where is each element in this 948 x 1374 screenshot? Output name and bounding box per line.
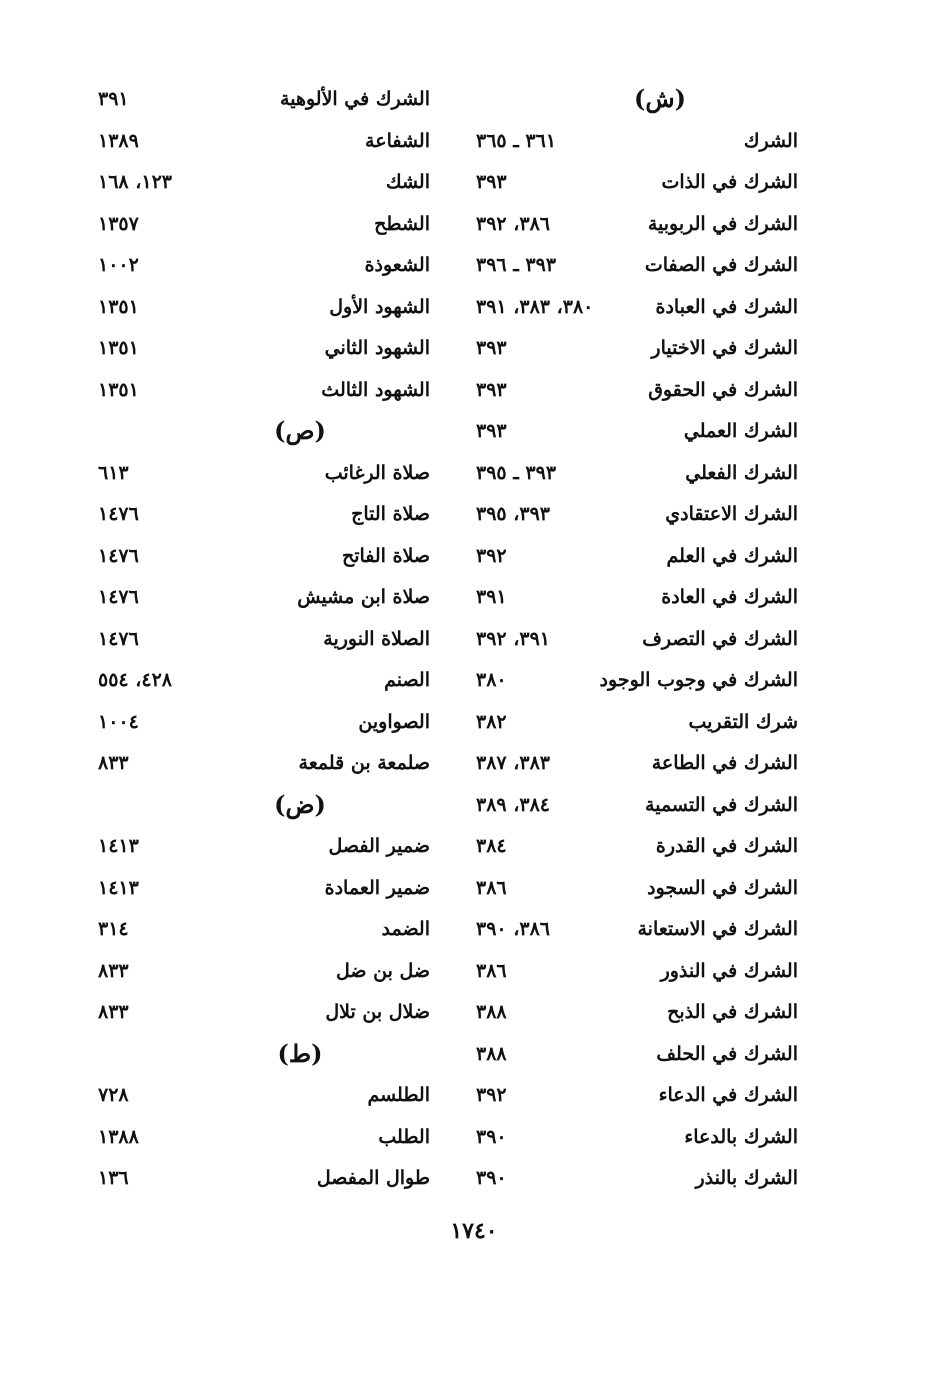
index-entry — [470, 829, 810, 871]
index-entry — [90, 705, 440, 747]
entry-term: الشرك في العلم — [666, 544, 798, 567]
index-entry — [90, 912, 440, 954]
entry-page-refs: ٣٩٣ — [476, 420, 507, 442]
index-entry — [470, 1161, 810, 1203]
entry-term: الشرك في النذور — [660, 959, 798, 982]
entry-term: الشهود الأول — [329, 295, 430, 318]
entry-term: الشرك في الحلف — [656, 1042, 798, 1065]
entry-term: الشرك في العادة — [661, 586, 798, 608]
entry-term: الضمد — [381, 918, 430, 940]
index-entry — [470, 373, 810, 415]
section-letter-header — [470, 82, 810, 124]
index-entry — [90, 829, 440, 871]
entry-page-refs: ١٢٣، ١٦٨ — [98, 171, 172, 193]
index-entry — [90, 373, 440, 415]
index-entry — [470, 1078, 810, 1120]
index-entry — [470, 954, 810, 996]
entry-page-refs: ٣٨٨ — [476, 1042, 507, 1065]
entry-page-refs: ٣٩١ — [98, 88, 129, 110]
entry-page-refs: ٣٨٢ — [476, 710, 507, 733]
index-entry — [470, 456, 810, 498]
index-entry — [90, 663, 440, 705]
entry-term: الشهود الثالث — [321, 378, 430, 401]
entry-page-refs: ١٣٨٩ — [98, 129, 139, 152]
entry-page-refs: ١٤١٣ — [98, 835, 139, 857]
index-entry — [470, 331, 810, 373]
entry-term: الشرك — [743, 129, 798, 152]
section-letter: (ض) — [274, 789, 326, 819]
index-entry — [90, 82, 440, 124]
entry-page-refs: ١٤٧٦ — [98, 586, 139, 608]
entry-term: صلاة التاج — [351, 503, 430, 525]
entry-term: الشرك في الطاعة — [651, 752, 798, 774]
entry-page-refs: ٣١٤ — [98, 918, 129, 940]
entry-term: شرك التقريب — [688, 710, 798, 733]
entry-page-refs: ١٣٥١ — [98, 295, 139, 318]
entry-term: الشرك في الاختيار — [651, 337, 798, 359]
entry-page-refs: ٣٦١ ـ ٣٦٥ — [476, 129, 557, 152]
entry-page-refs: ٨٣٣ — [98, 752, 129, 774]
entry-term: الشرك في الحقوق — [648, 378, 798, 401]
entry-term: الشرك في العبادة — [655, 295, 798, 318]
entry-page-refs: ١٣٦ — [98, 1167, 129, 1189]
entry-page-refs: ٣٩٣ — [476, 337, 507, 359]
section-letter-header — [90, 1037, 440, 1079]
index-entry — [470, 414, 810, 456]
index-entry — [90, 1078, 440, 1120]
entry-term: الشرك الفعلي — [685, 461, 798, 484]
index-entry — [90, 871, 440, 913]
entry-term: الشرك بالنذر — [695, 1167, 798, 1189]
entry-term: الشعوذة — [364, 254, 430, 276]
entry-page-refs: ١٣٥١ — [98, 378, 139, 401]
index-entry — [90, 290, 440, 332]
index-entry — [470, 622, 810, 664]
entry-page-refs: ٣٩٠ — [476, 1125, 507, 1148]
entry-page-refs: ١٣٥٧ — [98, 212, 139, 235]
index-entry — [90, 207, 440, 249]
entry-term: الطلب — [378, 1125, 430, 1148]
entry-page-refs: ٣٩٣، ٣٩٥ — [476, 503, 550, 525]
entry-term: الصواوين — [358, 710, 430, 733]
index-entry — [90, 331, 440, 373]
index-entry — [90, 995, 440, 1037]
index-entry — [470, 871, 810, 913]
index-entry — [470, 290, 810, 332]
entry-page-refs: ٣٨٦ — [476, 959, 507, 982]
entry-term: الشهود الثاني — [324, 337, 430, 359]
entry-page-refs: ٣٩٢ — [476, 544, 507, 567]
index-entry — [470, 995, 810, 1037]
index-entry — [90, 165, 440, 207]
entry-term: طوال المفصل — [316, 1167, 430, 1189]
entry-page-refs: ٣٨٦، ٣٩٠ — [476, 918, 550, 940]
entry-term: ضمير الفصل — [328, 835, 430, 857]
index-entry — [470, 788, 810, 830]
entry-page-refs: ٣٩١، ٣٩٢ — [476, 627, 550, 650]
entry-page-refs: ٣٩٣ — [476, 378, 507, 401]
section-letter: (ش) — [633, 84, 687, 113]
index-entry — [470, 539, 810, 581]
entry-term: الشرك في الألوهية — [280, 88, 430, 110]
entry-term: الشرك العملي — [683, 420, 798, 442]
section-letter-header — [90, 414, 440, 456]
entry-term: الشفاعة — [365, 129, 430, 152]
index-entry — [470, 663, 810, 705]
index-entry — [470, 124, 810, 166]
entry-term: صلاة الفاتح — [341, 544, 430, 567]
entry-term: الشرك في الذات — [661, 171, 798, 193]
index-entry — [90, 746, 440, 788]
entry-page-refs: ٣٨٤، ٣٨٩ — [476, 793, 550, 816]
index-column-right — [470, 82, 810, 1203]
entry-page-refs: ٣٩١ — [476, 586, 507, 608]
index-entry — [470, 1120, 810, 1162]
section-letter: (ص) — [274, 416, 326, 445]
entry-term: الشطح — [374, 212, 430, 235]
entry-page-refs: ١٣٥١ — [98, 337, 139, 359]
entry-page-refs: ٣٨٣، ٣٨٧ — [476, 752, 550, 774]
index-entry — [90, 1120, 440, 1162]
entry-page-refs: ٨٣٣ — [98, 1001, 129, 1023]
page-number: ١٧٤٠ — [450, 1218, 498, 1244]
section-letter-header — [90, 788, 440, 830]
index-entry — [90, 1161, 440, 1203]
entry-term: الطلسم — [367, 1084, 430, 1106]
index-entry — [90, 622, 440, 664]
index-entry — [470, 912, 810, 954]
entry-page-refs: ١٤٧٦ — [98, 544, 139, 567]
index-entry — [470, 746, 810, 788]
entry-page-refs: ٣٩٣ ـ ٣٩٦ — [476, 254, 557, 276]
entry-term: الشرك في التسمية — [645, 793, 798, 816]
entry-page-refs: ٣٨٤ — [476, 835, 507, 857]
entry-page-refs: ٣٩٣ — [476, 171, 507, 193]
index-entry — [470, 1037, 810, 1079]
entry-term: ضمير العمادة — [324, 876, 430, 899]
entry-term: الشرك في القدرة — [655, 835, 798, 857]
index-entry — [470, 248, 810, 290]
index-entry — [470, 165, 810, 207]
entry-page-refs: ٤٢٨، ٥٥٤ — [98, 669, 172, 691]
entry-page-refs: ١٤٧٦ — [98, 503, 139, 525]
entry-page-refs: ٦١٣ — [98, 461, 129, 484]
entry-page-refs: ١٣٨٨ — [98, 1125, 139, 1148]
entry-page-refs: ٣٨٦، ٣٩٢ — [476, 212, 550, 235]
entry-term: الشرك الاعتقادي — [665, 503, 798, 525]
entry-term: ضلال بن تلال — [325, 1001, 430, 1023]
entry-page-refs: ٣٨٨ — [476, 1001, 507, 1023]
index-entry — [470, 705, 810, 747]
entry-page-refs: ٣٨٠، ٣٨٣، ٣٩١ — [476, 295, 594, 318]
index-entry — [90, 497, 440, 539]
index-entry — [90, 580, 440, 622]
entry-term: الشرك في السجود — [647, 876, 798, 899]
entry-page-refs: ٣٩٠ — [476, 1167, 507, 1189]
index-entry — [470, 207, 810, 249]
entry-page-refs: ١٤١٣ — [98, 876, 139, 899]
entry-page-refs: ٧٢٨ — [98, 1084, 129, 1106]
entry-term: الشرك في الصفات — [644, 254, 798, 276]
entry-page-refs: ١٠٠٤ — [98, 710, 139, 733]
entry-page-refs: ١٤٧٦ — [98, 627, 139, 650]
entry-term: الشرك في الذبح — [667, 1001, 798, 1023]
index-entry — [90, 954, 440, 996]
index-entry — [470, 580, 810, 622]
entry-term: الشرك في وجوب الوجود — [599, 669, 798, 691]
entry-page-refs: ٣٨٠ — [476, 669, 507, 691]
entry-page-refs: ٨٣٣ — [98, 959, 129, 982]
entry-term: الشك — [385, 171, 430, 193]
section-letter: (ط) — [277, 1038, 323, 1068]
index-entry — [90, 124, 440, 166]
entry-page-refs: ٣٩٢ — [476, 1084, 507, 1106]
entry-page-refs: ٣٩٣ ـ ٣٩٥ — [476, 461, 557, 484]
index-column-left — [90, 82, 440, 1203]
index-entry — [90, 248, 440, 290]
entry-term: صلاة ابن مشيش — [297, 586, 430, 608]
index-entry — [90, 456, 440, 498]
entry-term: الشرك بالدعاء — [684, 1125, 798, 1148]
entry-term: ضل بن ضل — [335, 959, 430, 982]
entry-page-refs: ٣٨٦ — [476, 876, 507, 899]
entry-term: الصلاة النورية — [323, 627, 430, 650]
entry-term: الشرك في التصرف — [642, 627, 798, 650]
index-entry — [470, 497, 810, 539]
entry-term: الشرك في الاستعانة — [637, 918, 798, 940]
entry-term: صلمعة بن قلمعة — [298, 752, 430, 774]
entry-term: الشرك في الدعاء — [658, 1084, 798, 1106]
entry-term: الصنم — [384, 669, 430, 691]
entry-term: صلاة الرغائب — [324, 461, 430, 484]
index-entry — [90, 539, 440, 581]
entry-page-refs: ١٠٠٢ — [98, 254, 139, 276]
entry-term: الشرك في الربوبية — [647, 212, 798, 235]
